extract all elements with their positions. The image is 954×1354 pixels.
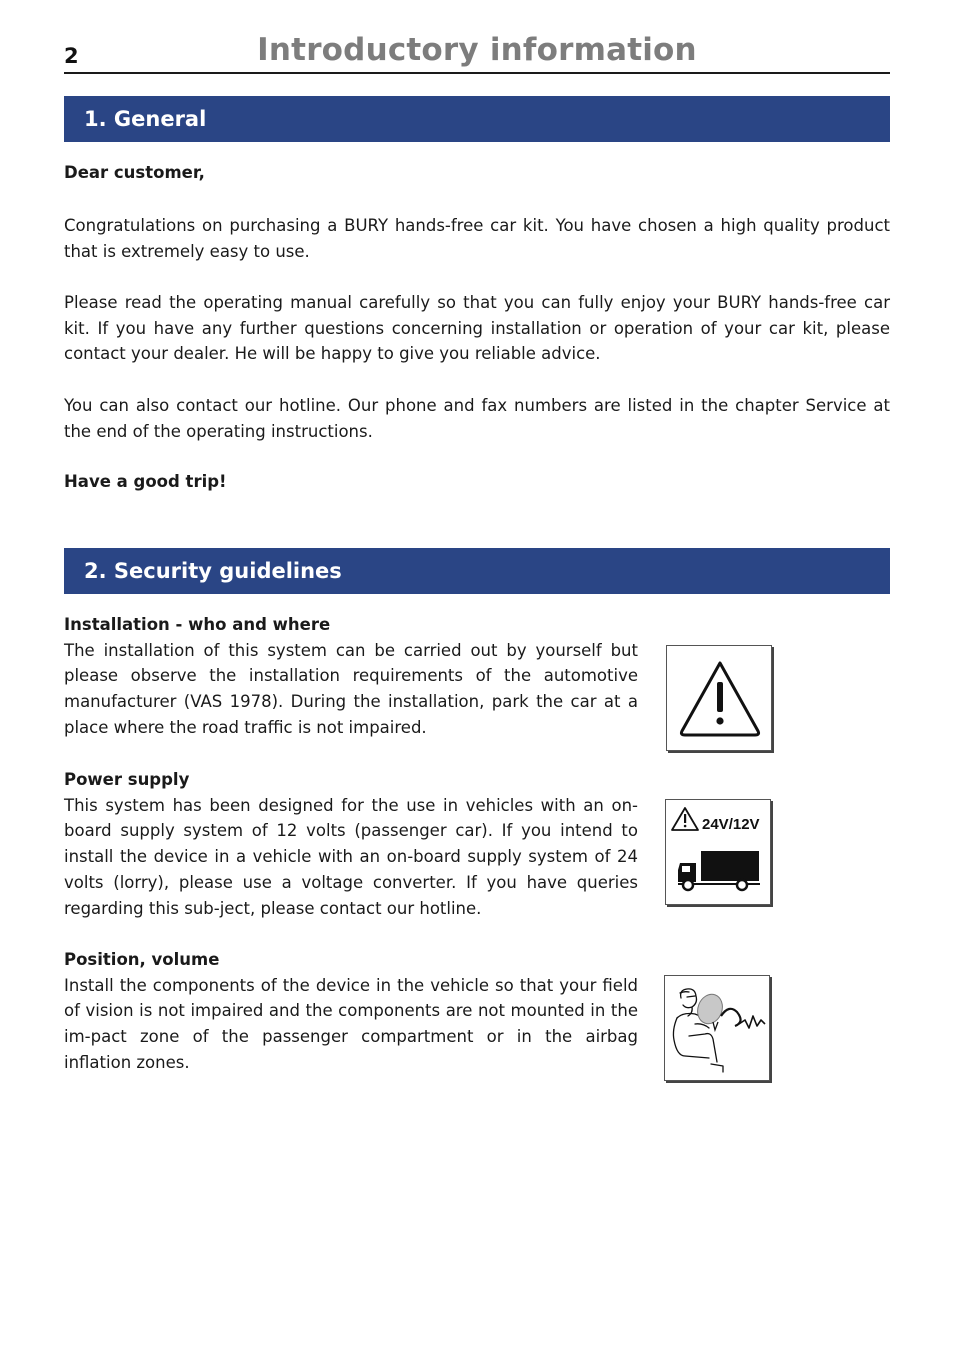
security-item-title: Power supply bbox=[64, 770, 190, 789]
security-item-power bbox=[64, 767, 638, 921]
section-heading-security-label: 2. Security guidelines bbox=[84, 559, 342, 583]
security-item-title: Position, volume bbox=[64, 950, 220, 969]
security-item-title: Installation - who and where bbox=[64, 615, 331, 634]
airbag-impact-icon bbox=[664, 975, 770, 1081]
security-item-installation bbox=[64, 612, 638, 741]
section-heading-general bbox=[64, 96, 890, 142]
general-paragraph-3: You can also contact our hotline. Our phone and fax numbers are listed in the chapter Service at the end of the operating instructions. bbox=[64, 396, 890, 441]
security-item-text: The installation of this system can be carried out by yourself but please observe the installation requirements of the automotive manufacturer (VAS 1978). During the installation, park the car at a place where the road traffic is not impaired. bbox=[64, 640, 638, 737]
section-heading-general-label: 1. General bbox=[84, 107, 207, 131]
security-item-text: This system has been designed for the use in vehicles with an on-board supply system of 12 volts (passenger car). If you intend to install the device in a vehicle with an on-board supply system of 24 volts (lorry), please use a voltage converter. If you have queries regarding this sub-ject, please contact our hotline. bbox=[64, 795, 638, 918]
salutation: Dear customer, bbox=[64, 163, 205, 182]
closing-line: Have a good trip! bbox=[64, 472, 227, 491]
warning-triangle-icon bbox=[666, 645, 772, 751]
voltage-label: 24V/12V bbox=[702, 816, 760, 833]
truck-voltage-icon bbox=[665, 799, 771, 905]
security-item-text: Install the components of the device in the vehicle so that your field of vision is not impaired and the components are not mounted in the im-pact zone of the passenger compartment or in the airbag inflation zones. bbox=[64, 975, 638, 1072]
page-number: 2 bbox=[64, 44, 79, 68]
general-paragraph-2: Please read the operating manual carefully so that you can fully enjoy your BURY hands-free car kit. If you have any further questions concerning installation or operation of your car kit, please contact your dealer. He will be happy to give you reliable advice. bbox=[64, 293, 890, 364]
security-item-position bbox=[64, 947, 638, 1076]
general-paragraph-1: Congratulations on purchasing a BURY hands-free car kit. You have chosen a high quality product that is extremely easy to use. bbox=[64, 216, 890, 261]
section-heading-security bbox=[64, 548, 890, 594]
page-title: Introductory information bbox=[257, 32, 697, 68]
page-header bbox=[64, 30, 890, 74]
